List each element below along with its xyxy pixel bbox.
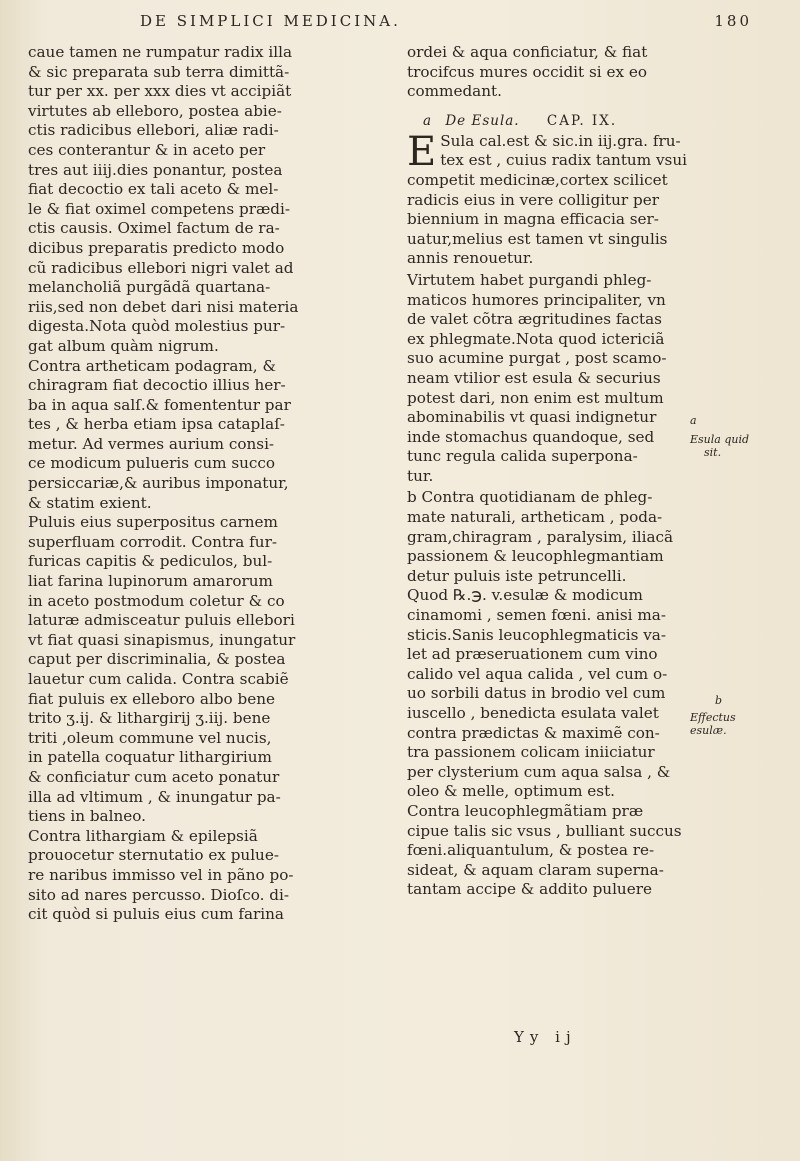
left-column-line: caput per discriminalia, & postea bbox=[28, 650, 286, 669]
right-body-line: gram,chiragram , paralysim, iliacã bbox=[407, 527, 674, 546]
right-body-line: neam vtilior est esula & securius bbox=[407, 368, 661, 387]
left-column-line: Contra artheticam podagram, & bbox=[28, 356, 276, 375]
page-number: 180 bbox=[714, 12, 752, 30]
right-column bbox=[407, 43, 687, 900]
right-body-line: fœni.aliquantulum, & postea re- bbox=[407, 841, 655, 860]
left-column-line: cũ radicibus ellebori nigri valet ad bbox=[28, 258, 294, 277]
left-column-line: persiccariæ,& auribus imponatur, bbox=[28, 474, 289, 493]
left-column-line: fiat puluis ex elleboro albo bene bbox=[28, 689, 275, 708]
right-body-line: annis renouetur. bbox=[407, 249, 534, 268]
right-body-line: ex phlegmate.Nota quod ictericiã bbox=[407, 329, 665, 348]
left-column-line: tur per xx. per xxx dies vt accipiãt bbox=[28, 82, 292, 101]
left-column-line: ctis causis. Oximel factum de ra- bbox=[28, 219, 280, 238]
left-column-line: Puluis eius superpositus carnem bbox=[28, 513, 278, 532]
right-body-line: detur puluis iste petruncelli. bbox=[407, 566, 627, 585]
right-body-line: potest dari, non enim est multum bbox=[407, 388, 664, 407]
right-body-line: tra passionem colicam iniiciatur bbox=[407, 743, 655, 762]
left-column-line: le & fiat oximel competens prædi- bbox=[28, 199, 290, 218]
left-column-line: fiat decoctio ex tali aceto & mel- bbox=[28, 180, 279, 199]
chapter-title: De Esula. bbox=[445, 112, 520, 129]
right-body-line: abominabilis vt quasi indignetur bbox=[407, 408, 657, 427]
left-column-line: vt fiat quasi sinapismus, inungatur bbox=[28, 630, 296, 649]
left-column-line: ba in aqua salſ.& fomententur par bbox=[28, 395, 291, 414]
right-body-line: sticis.Sanis leucophlegmaticis va- bbox=[407, 625, 666, 644]
left-column-line: illa ad vltimum , & inungatur pa- bbox=[28, 787, 281, 806]
right-body-line: let ad præseruationem cum vino bbox=[407, 645, 658, 664]
chapter-number: CAP. IX. bbox=[546, 112, 618, 129]
right-body-line: tunc regula calida superpona- bbox=[407, 447, 638, 466]
right-body-line: Contra leucophlegmãtiam præ bbox=[407, 801, 644, 820]
right-body-line: biennium in magna efficacia ser- bbox=[407, 210, 659, 229]
right-body-line: passionem & leucophlegmantiam bbox=[407, 547, 664, 566]
drop-capital: E bbox=[407, 128, 437, 175]
left-column-line: caue tamen ne rumpatur radix illa bbox=[28, 43, 293, 61]
left-column-line: melancholiã purgãdã quartana- bbox=[28, 278, 271, 297]
left-column-line: digesta.Nota quòd molestius pur- bbox=[28, 317, 286, 336]
right-body-line: Virtutem habet purgandi phleg- bbox=[407, 270, 652, 289]
left-column-line: chiragram fiat decoctio illius her- bbox=[28, 376, 286, 395]
chapter-heading bbox=[407, 102, 679, 132]
left-column-line: tes , & herba etiam ipsa cataplaſ- bbox=[28, 415, 285, 434]
left-column-line: prouocetur sternutatio ex pulue- bbox=[28, 846, 279, 865]
margin-note-esula-line1: Esula quid bbox=[690, 433, 750, 446]
right-body-line: oleo & melle, optimum est. bbox=[407, 782, 616, 801]
left-column-line: dicibus preparatis predicto modo bbox=[28, 238, 285, 257]
right-body-line: mate naturali, artheticam , poda- bbox=[407, 508, 663, 527]
right-body-line: iuscello , benedicta esulata valet bbox=[407, 704, 659, 722]
left-column-line: tres aut iiij.dies ponantur, postea bbox=[28, 160, 283, 179]
left-column-line: ces conterantur & in aceto per bbox=[28, 140, 266, 159]
right-body-line: maticos humores principaliter, vn bbox=[407, 290, 666, 309]
right-body-line: tex est , cuius radix tantum vsui bbox=[440, 151, 687, 170]
left-column-line: gat album quàm nigrum. bbox=[28, 336, 219, 355]
left-column-line: triti ,oleum commune vel nucis, bbox=[28, 728, 272, 747]
left-column-line: Contra lithargiam & epilepsiã bbox=[28, 826, 258, 845]
right-body-line: b Contra quotidianam de phleg- bbox=[407, 488, 653, 507]
right-column-top bbox=[407, 43, 679, 102]
right-body-line: suo acumine purgat , post scamo- bbox=[407, 349, 667, 368]
margin-note-effectus-line2: esulæ. bbox=[690, 724, 727, 737]
right-body-line: Quod ℞.℈. v.esulæ & modicum bbox=[407, 586, 643, 605]
right-body-line: tantam accipe & addito puluere bbox=[407, 880, 652, 899]
left-column-line: liat farina lupinorum amarorum bbox=[28, 572, 273, 591]
left-column-line: ctis radicibus ellebori, aliæ radi- bbox=[28, 121, 279, 140]
right-body-line: per clysterium cum aqua salsa , & bbox=[407, 762, 671, 781]
left-column-line: lauetur cum calida. Contra scabiẽ bbox=[28, 670, 289, 688]
right-column-body bbox=[407, 128, 687, 900]
right-body-line: cinamomi , semen fœni. anisi ma- bbox=[407, 606, 666, 625]
left-column-line: trito ʒ.ij. & lithargirij ʒ.iij. bene bbox=[28, 709, 271, 728]
left-column-line: metur. Ad vermes aurium consi- bbox=[28, 434, 275, 453]
left-column-line: in patella coquatur lithargirium bbox=[28, 748, 272, 767]
right-top-line: commedant. bbox=[407, 82, 502, 101]
margin-marker-b: b bbox=[715, 694, 723, 707]
left-column-line: & statim exient. bbox=[28, 493, 152, 512]
right-body-line: Sula cal.est & sic.in iij.gra. fru- bbox=[440, 131, 681, 150]
running-title: DE SIMPLICI MEDICINA. bbox=[140, 12, 401, 30]
chapter-marker: a bbox=[423, 112, 433, 129]
right-body-line: competit medicinæ,cortex scilicet bbox=[407, 170, 668, 189]
left-column-line: re naribus immisso vel in pãno po- bbox=[28, 865, 294, 884]
margin-note-esula-line2: sit. bbox=[704, 446, 722, 459]
margin-marker-a: a bbox=[690, 414, 697, 427]
margin-note-effectus-line1: Effectus bbox=[690, 711, 736, 724]
right-body-line: tur. bbox=[407, 466, 434, 485]
left-column-line: ce modicum pulueris cum succo bbox=[28, 454, 276, 473]
left-column-line: cit quòd si puluis eius cum farina bbox=[28, 905, 284, 924]
right-top-line: trocifcus mures occidit si ex eo bbox=[407, 62, 647, 81]
right-body-line: cipue talis sic vsus , bulliant succus bbox=[407, 821, 682, 840]
signature-mark: Yy ij bbox=[514, 1028, 577, 1046]
left-column-line: furicas capitis & pediculos, bul- bbox=[28, 552, 273, 571]
right-body-line: de valet cõtra ægritudines factas bbox=[407, 310, 662, 329]
left-column-line: & sic preparata sub terra dimittã- bbox=[28, 62, 290, 81]
left-column-line: laturæ admisceatur puluis ellebori bbox=[28, 611, 295, 630]
right-body-line: uatur,melius est tamen vt singulis bbox=[407, 229, 668, 248]
left-column-line: superfluam corrodit. Contra fur- bbox=[28, 532, 277, 551]
right-body-line: contra prædictas & maximẽ con- bbox=[407, 723, 660, 742]
right-body-line: sideat, & aquam claram superna- bbox=[407, 860, 664, 879]
left-column-line: sito ad nares percusso. Dioſco. di- bbox=[28, 885, 289, 904]
right-body-line: radicis eius in vere colligitur per bbox=[407, 190, 659, 209]
left-column-line: virtutes ab elleboro, postea abie- bbox=[28, 101, 282, 120]
left-column bbox=[28, 43, 394, 925]
right-body-line: uo sorbili datus in brodio vel cum bbox=[407, 684, 666, 703]
right-body-line: calido vel aqua calida , vel cum o- bbox=[407, 664, 668, 683]
left-column-line: riis,sed non debet dari nisi materia bbox=[28, 297, 299, 316]
left-column-line: & conficiatur cum aceto ponatur bbox=[28, 767, 280, 786]
left-column-line: in aceto postmodum coletur & co bbox=[28, 591, 285, 610]
right-top-line: ordei & aqua conficiatur, & fiat bbox=[407, 43, 648, 61]
left-column-line: tiens in balneo. bbox=[28, 807, 146, 826]
right-body-line: inde stomachus quandoque, sed bbox=[407, 427, 655, 446]
